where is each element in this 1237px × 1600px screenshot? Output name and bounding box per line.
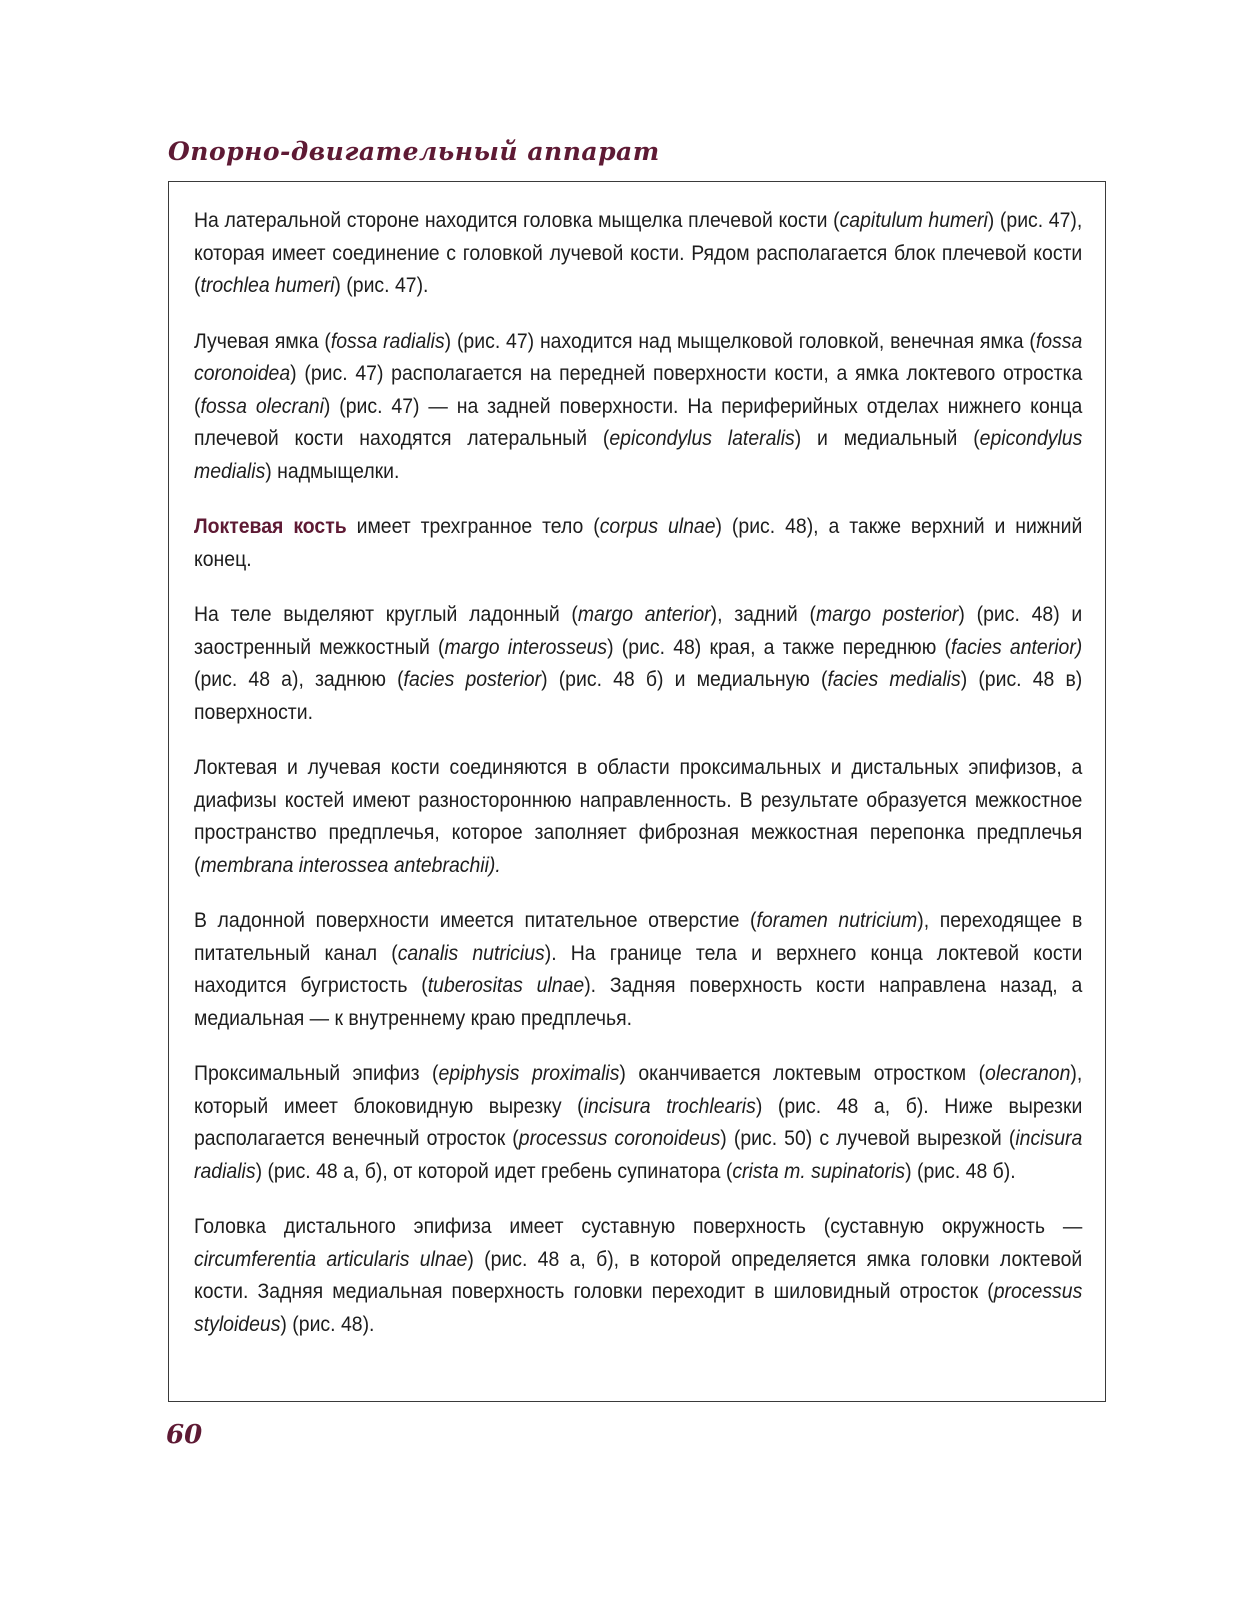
latin-term: canalis nutricius [397, 939, 545, 965]
paragraph-text: ) (рис. 48 в) поверхности. [194, 666, 1083, 724]
latin-term: tuberositas ulnae [427, 972, 585, 997]
paragraph-text: На латеральной стороне находится головка мыщелка плечевой кости ( [194, 207, 840, 232]
paragraph-text: ) (рис. 48), а также верхний и нижний конец. [194, 513, 1083, 571]
paragraph-text: ) оканчивается локтевым отростком ( [619, 1060, 986, 1085]
paragraph-text: ) (рис. 48 а, б). Ниже вырезки располагается венечный отросток ( [194, 1092, 1083, 1150]
paragraph-text: ). На границе тела и верхнего конца локтевой кости находится бугристость ( [194, 939, 1083, 997]
paragraph [194, 510, 1082, 575]
paragraph-text: ) (рис. 47) — на задней поверхности. На периферийных отделах нижнего конца плечевой кости находятся латеральный ( [194, 392, 1083, 450]
latin-term: circumferentia articularis ulnae [194, 1245, 468, 1271]
paragraph-text: ) (рис. 48 б) и медиальную ( [541, 666, 828, 691]
latin-term: processus coronoideus [518, 1125, 721, 1150]
latin-term: facies medialis [827, 666, 961, 691]
page-number: 60 [166, 1420, 203, 1450]
paragraph-text: ) (рис. 48) и заостренный межкостный ( [194, 601, 1083, 659]
latin-term: fossa olecrani [200, 392, 324, 418]
latin-term: facies anterior) [950, 633, 1083, 659]
latin-term: margo anterior [577, 601, 711, 626]
paragraph-list [194, 204, 1082, 1363]
paragraph-text: ) (рис. 48) края, а также переднюю ( [607, 633, 951, 659]
content-box [168, 181, 1106, 1402]
latin-term: crista m. supinatoris [732, 1157, 906, 1183]
latin-term: foramen nutricium [756, 907, 918, 932]
paragraph-text: ) и медиальный ( [794, 425, 980, 450]
paragraph-text: ) (рис. 47), которая имеет соединение с головкой лучевой кости. Рядом располагается блок плечевой кости ( [194, 207, 1083, 297]
paragraph-text: ) (рис. 47). [334, 272, 429, 297]
paragraph-text: ), переходящее в питательный канал ( [194, 907, 1083, 965]
latin-term: incisura radialis [194, 1125, 1083, 1183]
running-head-title: Опорно-двигательный аппарат [168, 137, 660, 166]
paragraph-text: ) (рис. 48 а, б), от которой идет гребень супинатора ( [255, 1157, 733, 1183]
paragraph-text: ) (рис. 47) находится над мыщелковой головкой, венечная ямка ( [444, 327, 1036, 353]
paragraph [194, 204, 1082, 302]
paragraph-text: ), который имеет блоковидную вырезку ( [194, 1060, 1083, 1118]
highlighted-term: Локтевая кость [194, 513, 347, 538]
latin-term: epicondylus medialis [194, 425, 1083, 483]
latin-term: trochlea humeri [200, 272, 335, 297]
paragraph-text: ) (рис. 48). [280, 1310, 375, 1336]
paragraph-text: ). Задняя поверхность кости направлена назад, а медиальная — к внутреннему краю предплечья. [194, 972, 1083, 1030]
latin-term: epicondylus lateralis [609, 425, 795, 450]
latin-term: fossa radialis [330, 327, 445, 353]
paragraph-text: На теле выделяют круглый ладонный ( [194, 601, 578, 626]
paragraph-text: Проксимальный эпифиз ( [194, 1060, 439, 1085]
latin-term: incisura trochlearis [583, 1092, 756, 1118]
paragraph-text: Локтевая и лучевая кости соединяются в области проксимальных и дистальных эпифизов, а диафизы костей имеют разностороннюю направленность. В результате образуется межкостное пространство предплечья, которое заполняет фиброзная межкостная перепонка предплечья ( [194, 754, 1083, 877]
paragraph-text: Головка дистального эпифиза имеет суставную поверхность (суставную окружность — [194, 1213, 1083, 1238]
paragraph-text: ) (рис. 48 а, б), в которой определяется ямка головки локтевой кости. Задняя медиальная поверхность головки переходит в шиловидный отросток ( [194, 1245, 1083, 1303]
paragraph-text: имеет трехгранное тело ( [346, 513, 600, 538]
latin-term: epiphysis proximalis [438, 1060, 620, 1085]
latin-term: membrana interossea antebrachii). [200, 851, 501, 877]
paragraph-text: ) (рис. 50) с лучевой вырезкой ( [720, 1125, 1016, 1150]
latin-term: margo interosseus [444, 633, 608, 659]
latin-term: fossa coronoidea [194, 327, 1083, 385]
paragraph-text: ), задний ( [710, 601, 816, 626]
paragraph [194, 904, 1082, 1034]
paragraph-text: В ладонной поверхности имеется питательное отверстие ( [194, 907, 757, 932]
paragraph-text: ) (рис. 47) располагается на передней поверхности кости, а ямка локтевого отростка ( [194, 360, 1083, 418]
latin-term: olecranon [985, 1060, 1071, 1085]
latin-term: corpus ulnae [599, 513, 716, 538]
paragraph-text: (рис. 48 а), заднюю ( [194, 666, 404, 691]
paragraph-text: Лучевая ямка ( [194, 327, 331, 353]
latin-term: processus styloideus [194, 1278, 1083, 1336]
paragraph-text: ) (рис. 48 б). [905, 1157, 1016, 1183]
paragraph-text: ) надмыщелки. [265, 457, 400, 483]
paragraph [194, 1210, 1082, 1340]
paragraph [194, 598, 1082, 728]
latin-term: facies posterior [403, 666, 542, 691]
latin-term: capitulum humeri [839, 207, 988, 232]
paragraph [194, 1057, 1082, 1187]
paragraph [194, 751, 1082, 881]
paragraph [194, 325, 1082, 488]
latin-term: margo posterior [815, 601, 959, 626]
